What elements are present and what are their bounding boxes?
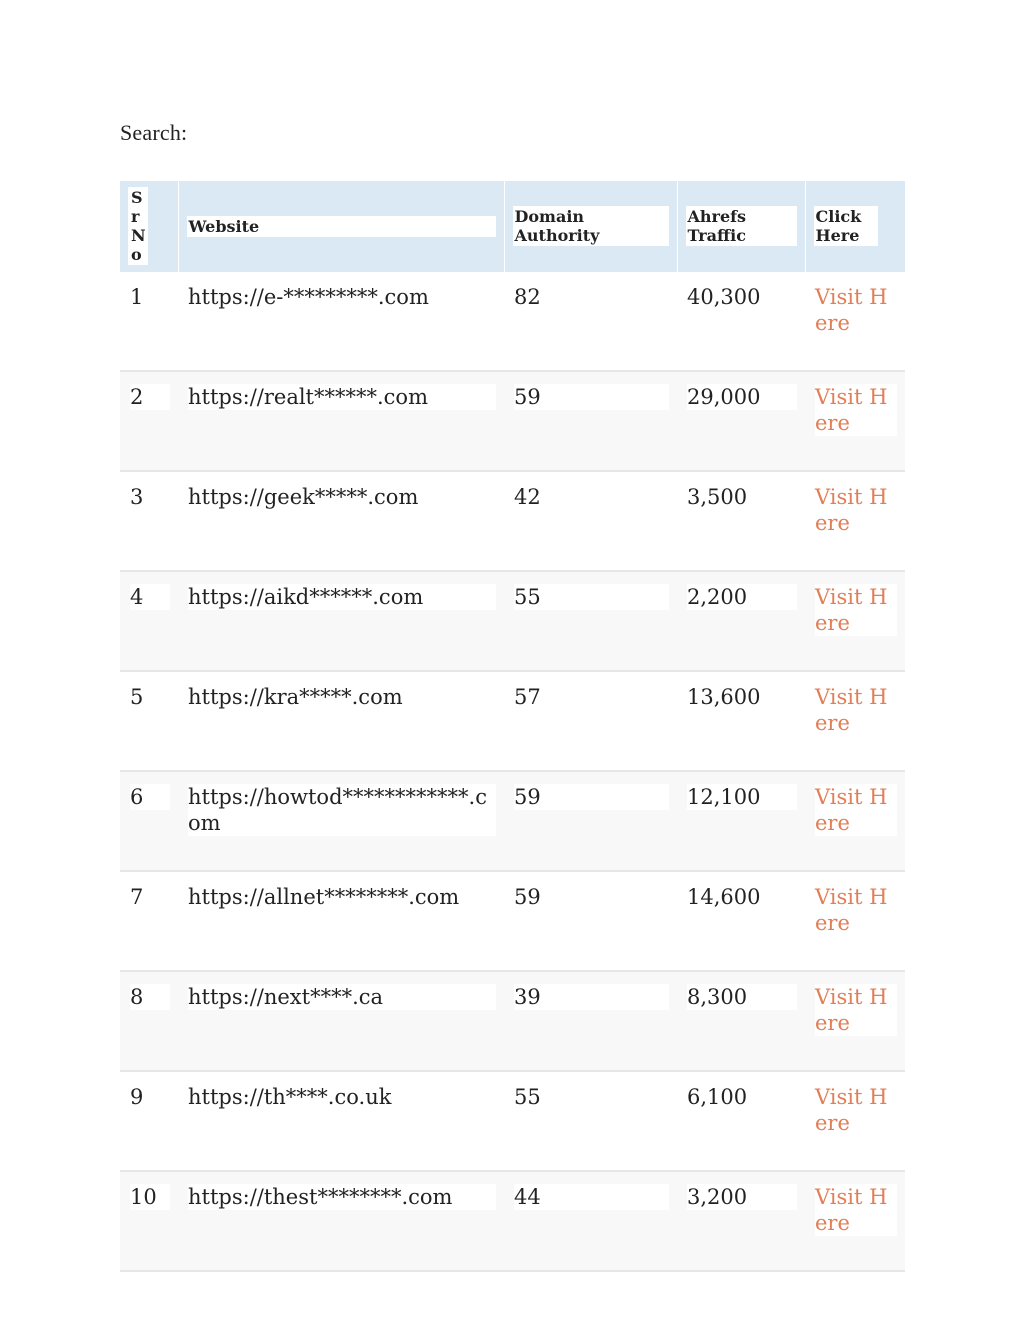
cell-ahrefs-traffic [677,771,805,871]
visit-here-link[interactable]: Visit Here [815,985,888,1035]
website-value: https://thest********.com [188,1184,496,1210]
website-value: https://next****.ca [188,984,496,1010]
visit-here-link[interactable]: Visit Here [815,785,888,835]
sr-value: 2 [130,384,170,410]
header-click-here [805,181,905,272]
cell-link [805,1071,905,1171]
domain-authority-value: 42 [514,485,541,509]
sr-value: 10 [130,1184,170,1210]
cell-website [178,771,504,871]
domain-authority-value: 44 [514,1184,669,1210]
website-value: https://aikd******.com [188,584,496,610]
website-value: https://e-*********.com [188,285,429,309]
website-value: https://geek*****.com [188,485,419,509]
ahrefs-traffic-value: 29,000 [687,384,797,410]
sr-value: 5 [130,685,144,709]
domain-authority-value: 57 [514,685,541,709]
header-website-label: Website [187,216,496,237]
visit-here-link[interactable]: Visit Here [815,885,888,935]
sr-value: 1 [130,285,144,309]
table-row [120,1171,905,1271]
ahrefs-traffic-value: 8,300 [687,984,797,1010]
header-ahrefs-traffic [677,181,805,272]
cell-domain-authority [504,871,677,971]
header-domain-authority [504,181,677,272]
cell-link [805,272,905,372]
cell-link [805,571,905,671]
table-row [120,272,905,372]
cell-sr [120,571,178,671]
website-value: https://realt******.com [188,384,496,410]
website-value: https://kra*****.com [188,685,403,709]
visit-here-link[interactable]: Visit Here [815,285,888,335]
cell-sr [120,1071,178,1171]
cell-website [178,671,504,771]
sr-value: 4 [130,584,170,610]
cell-sr [120,771,178,871]
cell-domain-authority [504,371,677,471]
websites-table [120,181,905,1272]
visit-here-link[interactable]: Visit Here [815,485,888,535]
cell-sr [120,1171,178,1271]
sr-value: 6 [130,784,170,810]
domain-authority-value: 55 [514,584,669,610]
cell-domain-authority [504,571,677,671]
cell-sr [120,471,178,571]
cell-website [178,371,504,471]
ahrefs-traffic-value: 14,600 [687,885,761,909]
cell-website [178,571,504,671]
cell-ahrefs-traffic [677,1071,805,1171]
cell-link [805,1171,905,1271]
cell-website [178,1171,504,1271]
cell-link [805,971,905,1071]
cell-sr [120,971,178,1071]
cell-ahrefs-traffic [677,671,805,771]
website-value: https://howtod************.com [188,784,496,836]
cell-ahrefs-traffic [677,371,805,471]
cell-domain-authority [504,971,677,1071]
cell-domain-authority [504,471,677,571]
visit-here-link[interactable]: Visit Here [815,1185,888,1235]
cell-link [805,471,905,571]
domain-authority-value: 82 [514,285,541,309]
ahrefs-traffic-value: 3,200 [687,1184,797,1210]
cell-website [178,1071,504,1171]
table-header-row [120,181,905,272]
sr-value: 3 [130,485,144,509]
cell-website [178,272,504,372]
table-row [120,771,905,871]
table-row [120,971,905,1071]
ahrefs-traffic-value: 3,500 [687,485,748,509]
ahrefs-traffic-value: 40,300 [687,285,761,309]
cell-website [178,871,504,971]
cell-domain-authority [504,771,677,871]
cell-sr [120,671,178,771]
header-sr-no [120,181,178,272]
table-row [120,471,905,571]
table-row [120,1071,905,1171]
ahrefs-traffic-value: 6,100 [687,1085,748,1109]
header-sr-no-label: Sr No [128,187,148,265]
visit-here-link[interactable]: Visit Here [815,385,888,435]
cell-link [805,771,905,871]
website-value: https://th****.co.uk [188,1085,392,1109]
domain-authority-value: 55 [514,1085,541,1109]
visit-here-link[interactable]: Visit Here [815,585,888,635]
website-value: https://allnet********.com [188,885,460,909]
table-body [120,272,905,1272]
domain-authority-value: 59 [514,384,669,410]
cell-domain-authority [504,272,677,372]
cell-ahrefs-traffic [677,571,805,671]
table-header [120,181,905,272]
header-website [178,181,504,272]
header-domain-authority-label: Domain Authority [513,206,669,246]
cell-link [805,871,905,971]
visit-here-link[interactable]: Visit Here [815,685,888,735]
cell-website [178,471,504,571]
ahrefs-traffic-value: 13,600 [687,685,761,709]
table-row [120,571,905,671]
cell-ahrefs-traffic [677,272,805,372]
visit-here-link[interactable]: Visit Here [815,1085,888,1135]
sr-value: 9 [130,1085,144,1109]
cell-link [805,671,905,771]
ahrefs-traffic-value: 2,200 [687,584,797,610]
header-ahrefs-traffic-label: Ahrefs Traffic [686,206,797,246]
cell-ahrefs-traffic [677,971,805,1071]
cell-ahrefs-traffic [677,871,805,971]
domain-authority-value: 59 [514,784,669,810]
cell-domain-authority [504,1171,677,1271]
header-click-here-label: Click Here [814,206,878,246]
cell-domain-authority [504,671,677,771]
cell-website [178,971,504,1071]
cell-ahrefs-traffic [677,1171,805,1271]
domain-authority-value: 59 [514,885,541,909]
cell-ahrefs-traffic [677,471,805,571]
sr-value: 7 [130,885,144,909]
cell-sr [120,871,178,971]
sr-value: 8 [130,984,170,1010]
table-row [120,871,905,971]
cell-sr [120,272,178,372]
cell-domain-authority [504,1071,677,1171]
search-label: Search: [120,120,188,145]
ahrefs-traffic-value: 12,100 [687,784,797,810]
cell-sr [120,371,178,471]
table-row [120,671,905,771]
domain-authority-value: 39 [514,984,669,1010]
table-row [120,371,905,471]
cell-link [805,371,905,471]
